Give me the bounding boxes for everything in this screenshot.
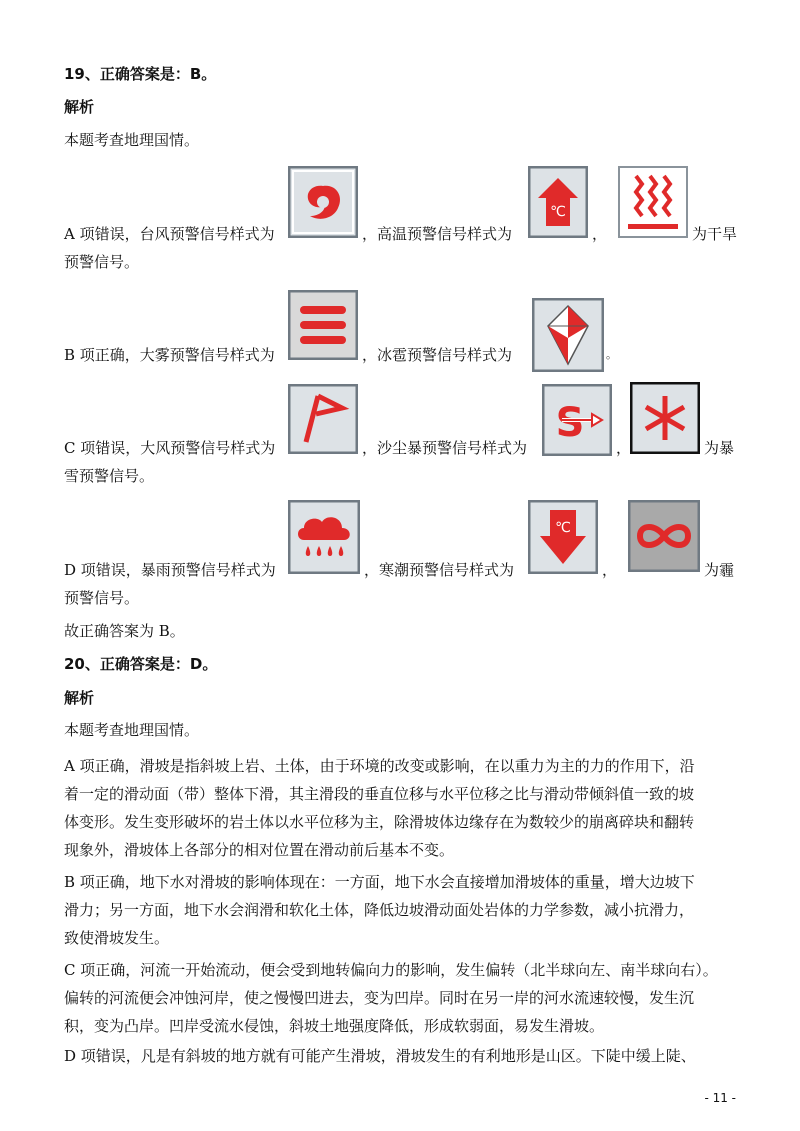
q19-b-pre: B 项正确，大雾预警信号样式为 xyxy=(64,346,275,364)
q19-c-mid1: ，沙尘暴预警信号样式为 xyxy=(362,439,528,457)
q19-d-mid1: ，寒潮预警信号样式为 xyxy=(364,561,515,579)
q19-title: 19、正确答案是：B。 xyxy=(64,65,217,83)
q20-d-line: D 项错误，凡是有斜坡的地方就有可能产生滑坡，滑坡发生的有利地形是山区。下陡中缓上陡、 xyxy=(64,1047,696,1065)
q19-a-line2: 预警信号。 xyxy=(64,253,140,271)
high-temperature-signal-icon xyxy=(528,166,588,238)
fog-signal-icon xyxy=(288,290,358,360)
rainstorm-signal-icon xyxy=(288,500,360,574)
q20-a-line: 现象外，滑坡体上各部分的相对位置在滑动前后基本不变。 xyxy=(64,841,455,859)
q20-option-d xyxy=(64,1042,740,1070)
hail-signal-icon xyxy=(532,298,604,372)
q19-d-line2: 预警信号。 xyxy=(64,589,140,607)
q19-conclusion: 故正确答案为 B。 xyxy=(64,622,185,640)
q19-c-post: 为暴 xyxy=(704,439,735,457)
q20-b-line: 致使滑坡发生。 xyxy=(64,929,170,947)
page-number: - 11 - xyxy=(704,1091,736,1105)
q20-option-b xyxy=(64,868,740,952)
q19-b-mid1: ，冰雹预警信号样式为 xyxy=(362,346,513,364)
typhoon-signal-icon xyxy=(288,166,358,238)
q19-a-pre: A 项错误，台风预警信号样式为 xyxy=(64,225,275,243)
q20-title: 20、正确答案是：D。 xyxy=(64,655,218,673)
q19-d-pre: D 项错误，暴雨预警信号样式为 xyxy=(64,561,276,579)
q19-b-post: 。 xyxy=(606,348,617,361)
q19-a-mid1: ，高温预警信号样式为 xyxy=(362,225,513,243)
celsius-label-2: ℃ xyxy=(555,520,571,536)
q20-option-a xyxy=(64,752,740,864)
celsius-label: ℃ xyxy=(550,204,566,220)
q19-a-mid2: ， xyxy=(592,225,608,243)
drought-signal-icon xyxy=(618,166,688,238)
gale-signal-icon xyxy=(288,384,358,454)
q19-d-post: 为霾 xyxy=(704,561,735,579)
q19-intro: 本题考查地理国情。 xyxy=(64,131,200,149)
q19-a-post: 为干旱 xyxy=(692,225,738,243)
q20-c-line: C 项正确，河流一开始流动，便会受到地转偏向力的影响，发生偏转（北半球向左、南半球向右）。 xyxy=(64,961,718,979)
haze-signal-icon xyxy=(628,500,700,572)
cold-wave-signal-icon xyxy=(528,500,598,574)
q20-b-line: 滑力；另一方面，地下水会润滑和软化土体，降低边坡滑动面处岩体的力学参数，减小抗滑力， xyxy=(64,901,695,919)
q19-c-pre: C 项错误，大风预警信号样式为 xyxy=(64,439,276,457)
q20-a-line: A 项正确，滑坡是指斜坡上岩、土体，由于环境的改变或影响，在以重力为主的力的作用下，沿 xyxy=(64,757,695,775)
q20-intro: 本题考查地理国情。 xyxy=(64,721,200,739)
q20-c-line: 积，变为凸岸。凹岸受流水侵蚀，斜坡土地强度降低，形成软弱面，易发生滑坡。 xyxy=(64,1017,605,1035)
q20-c-line: 偏转的河流便会冲蚀河岸，使之慢慢凹进去，变为凹岸。同时在另一岸的河水流速较慢，发生沉 xyxy=(64,989,695,1007)
q20-b-line: B 项正确，地下水对滑坡的影响体现在：一方面，地下水会直接增加滑坡体的重量，增大边坡下 xyxy=(64,873,695,891)
svg-text:S: S xyxy=(555,400,585,446)
q20-option-c xyxy=(64,956,740,1040)
q19-d-mid2: ， xyxy=(602,561,618,579)
q19-analysis-label: 解析 xyxy=(64,98,95,116)
q19-c-mid2: ， xyxy=(616,439,632,457)
q19-c-line2: 雪预警信号。 xyxy=(64,467,155,485)
q20-a-line: 体变形。发生变形破坏的岩土体以水平位移为主，除滑坡体边缘存在为数较少的崩离碎块和翻转 xyxy=(64,813,695,831)
sandstorm-signal-icon xyxy=(542,384,612,456)
q20-analysis-label: 解析 xyxy=(64,689,95,707)
snowstorm-signal-icon xyxy=(630,382,700,454)
q20-a-line: 着一定的滑动面（带）整体下滑，其主滑段的垂直位移与水平位移之比与滑动带倾斜值一致的坡 xyxy=(64,785,695,803)
